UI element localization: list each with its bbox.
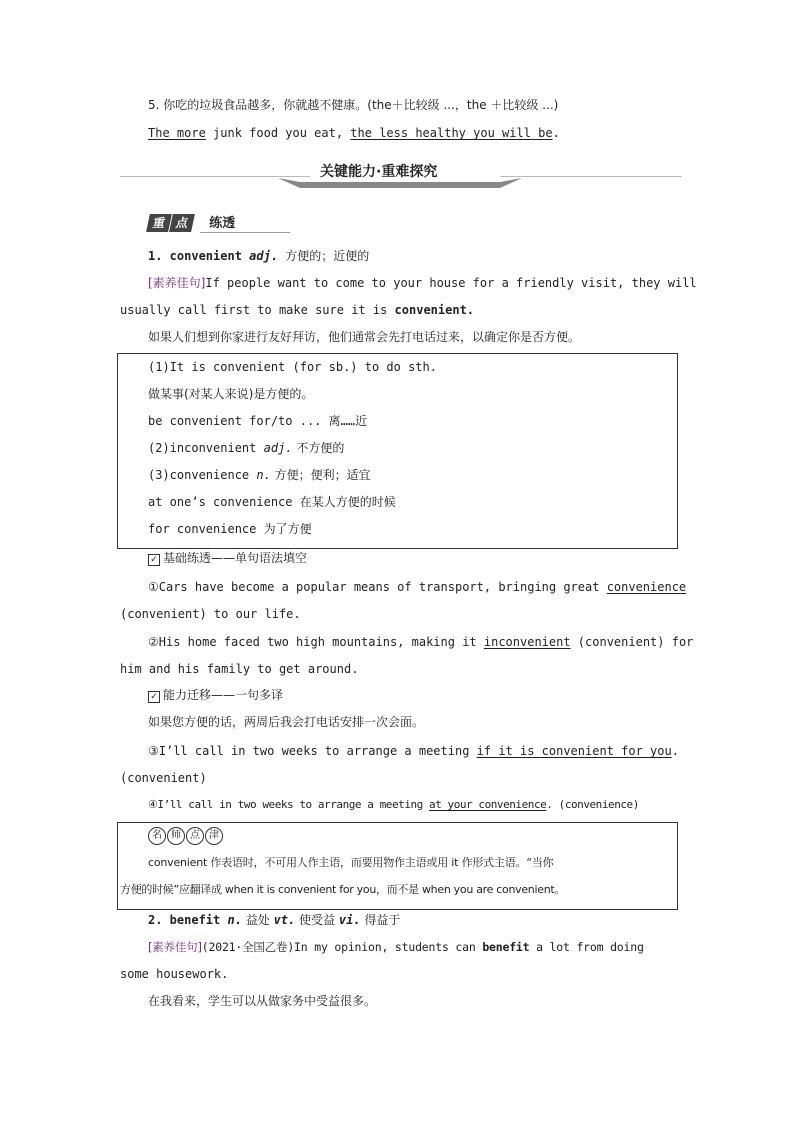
answer-text: . [552, 126, 560, 140]
answer-blank: convenience [606, 580, 687, 594]
word2-example-line1 [148, 939, 644, 955]
example-tag: [素养佳句] [148, 276, 206, 290]
tip-badge: 名 [148, 827, 166, 845]
banner-title: 关键能力·重难探究 [320, 164, 438, 180]
meaning: 方便的；近便的 [285, 249, 370, 263]
question-2-line1 [148, 634, 693, 650]
tip-line-1: convenient 作表语时，不可用人作主语，而要用物作主语或用 it 作形式主语。“当你 [148, 856, 554, 869]
usage-line: for convenience 为了方便 [148, 522, 312, 536]
usage-text: (3)convenience [148, 468, 257, 482]
usage-line: (1)It is convenient (for sb.) to do sth. [148, 360, 437, 374]
question-3-line2: (convenient) [120, 771, 207, 785]
usage-line: be convenient for/to ... 离……近 [148, 414, 368, 428]
headword: 2. benefit [148, 913, 221, 927]
usage-line [148, 467, 371, 483]
question-2-line2: him and his family to get around. [120, 662, 359, 676]
question-1-line2: (convenient) to our life. [120, 607, 301, 621]
meaning: 益处 [241, 913, 274, 927]
usage-text: 不方便的 [292, 441, 345, 455]
section-title: 练透 [209, 216, 236, 231]
practice1-heading [148, 550, 307, 566]
example-keyword: convenient. [394, 303, 475, 317]
section-heading [148, 212, 235, 232]
question-text: ③I’ll call in two weeks to arrange a meeting [148, 744, 477, 758]
tip-heading [148, 826, 224, 845]
headword: 1. convenient [148, 249, 242, 263]
part-of-speech: vt. [273, 913, 296, 927]
answer-blank: if it is convenient for you [476, 744, 672, 758]
practice-title: 能力迁移——一句多译 [163, 688, 284, 702]
usage-text: 方便；便利；适宜 [270, 468, 371, 482]
checkbox-icon: ✓ [148, 691, 160, 703]
tip-line-2: 方便的时候”应翻译成 when it is convenient for you，而不是 when you are convenient。 [120, 883, 566, 896]
answer-blank: at your convenience [429, 798, 547, 811]
question-text: . [671, 744, 679, 758]
tip-badge: 津 [205, 827, 223, 845]
example-text: a lot from doing [529, 940, 644, 954]
tip-badge: 点 [186, 827, 204, 845]
word2-translation: 在我看来，学生可以从做家务中受益很多。 [148, 994, 377, 1008]
example-tag: [素养佳句] [148, 940, 202, 954]
practice-title: 基础练透——单句语法填空 [163, 551, 308, 565]
meaning: 使受益 [295, 913, 339, 927]
part-of-speech: adj. [263, 441, 293, 455]
answer-text: junk food you eat, [205, 126, 351, 140]
question-text: (convenient) for [570, 635, 694, 649]
question-3-line1 [148, 743, 679, 759]
tip-badge: 师 [167, 827, 185, 845]
part-of-speech: n. [256, 468, 271, 482]
word1-example-line1 [148, 275, 697, 291]
section-underline [200, 232, 290, 233]
usage-line [148, 440, 344, 456]
section-tag: 点 [169, 214, 195, 232]
example-keyword: benefit [482, 940, 530, 954]
word1-example-line2 [120, 302, 474, 318]
usage-line: at one’s convenience 在某人方便的时候 [148, 495, 396, 509]
example-text: (2021·全国乙卷)In my opinion, students can [201, 940, 483, 954]
word1-heading [148, 248, 369, 264]
question-text: ④I’ll call in two weeks to arrange a meeting [148, 798, 430, 811]
question-4 [148, 797, 639, 813]
answer-blank: inconvenient [483, 635, 571, 649]
item5-prompt: 5. 你吃的垃圾食品越多，你就越不健康。(the＋比较级 ...，the ＋比较级 ...) [148, 98, 559, 112]
part-of-speech: adj. [249, 249, 279, 263]
example-text: If people want to come to your house for a friendly visit, they will [205, 276, 697, 290]
question-text: . (convenience) [546, 798, 639, 811]
answer-blank: The more [148, 126, 206, 140]
question-1-line1 [148, 579, 686, 595]
usage-text: (2)inconvenient [148, 441, 264, 455]
part-of-speech: vi. [338, 913, 361, 927]
part-of-speech: n. [227, 913, 242, 927]
question-text: ①Cars have become a popular means of transport, bringing great [148, 580, 607, 594]
question-text: ②His home faced two high mountains, making it [148, 635, 484, 649]
word2-heading [148, 912, 400, 928]
practice2-heading [148, 687, 283, 703]
meaning: 得益于 [360, 913, 401, 927]
checkbox-icon: ✓ [148, 554, 160, 566]
usage-line: 做某事(对某人来说)是方便的。 [148, 387, 314, 401]
word2-example-line2: some housework. [120, 967, 229, 981]
word1-translation: 如果人们想到你家进行友好拜访，他们通常会先打电话过来，以确定你是否方便。 [148, 330, 581, 344]
cn-sentence: 如果您方便的话，两周后我会打电话安排一次会面。 [148, 715, 425, 729]
item5-answer [148, 125, 560, 141]
answer-blank: the less healthy you will be [350, 126, 553, 140]
example-text: usually call first to make sure it is [120, 303, 395, 317]
section-tag: 重 [146, 214, 172, 232]
